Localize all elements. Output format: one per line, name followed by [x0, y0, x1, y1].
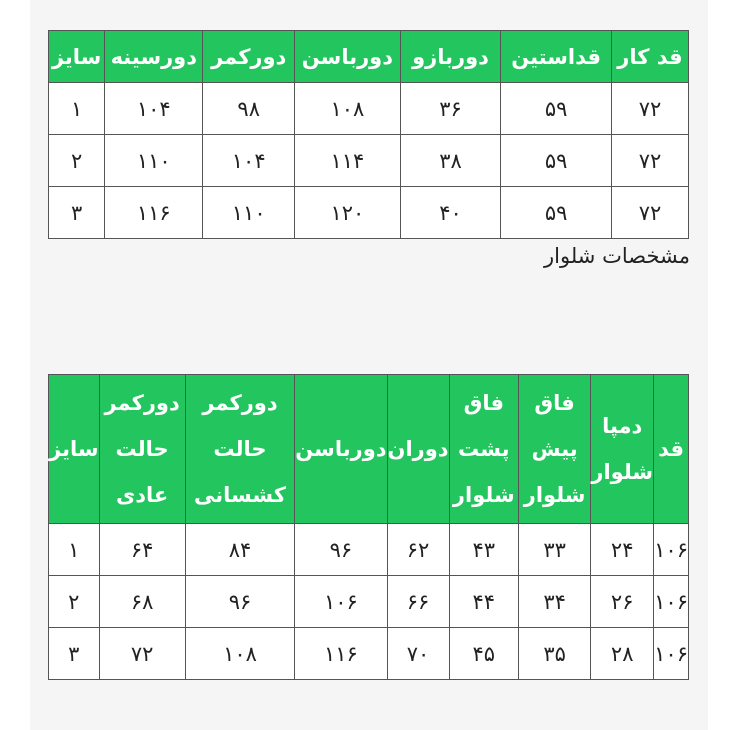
table-cell: ۱۱۰ [203, 187, 295, 239]
table-cell: ۷۰ [387, 628, 449, 680]
table-cell: ۸۴ [185, 524, 295, 576]
table-cell: ۱۰۶ [654, 628, 689, 680]
table-cell: ۷۲ [99, 628, 185, 680]
table-row [49, 524, 689, 576]
table-cell: ۴۰ [400, 187, 500, 239]
table-header-row [49, 375, 689, 524]
table-cell: ۹۶ [185, 576, 295, 628]
table-cell: ۲۸ [591, 628, 654, 680]
table-row [49, 135, 689, 187]
header-cell: قد کار [612, 31, 689, 83]
header-cell: دوران [387, 375, 449, 524]
header-cell: دمپا شلوار [591, 375, 654, 524]
table-cell: ۱۰۴ [105, 83, 203, 135]
pants-spec-caption: مشخصات شلوار [544, 244, 690, 268]
table-cell: ۳ [49, 187, 105, 239]
header-cell: دورکمر [203, 31, 295, 83]
table-cell: ۳۴ [518, 576, 590, 628]
header-cell: دورسینه [105, 31, 203, 83]
table-cell: ۵۹ [501, 135, 612, 187]
table-row [49, 628, 689, 680]
header-cell: فاق پیش شلوار [518, 375, 590, 524]
pants-size-table [48, 374, 689, 680]
table-cell: ۱۱۰ [105, 135, 203, 187]
table-cell: ۵۹ [501, 83, 612, 135]
table-cell: ۲۴ [591, 524, 654, 576]
table-cell: ۲ [49, 135, 105, 187]
table-cell: ۶۴ [99, 524, 185, 576]
table-cell: ۳۵ [518, 628, 590, 680]
header-cell: سایز [49, 31, 105, 83]
table-row [49, 187, 689, 239]
shirt-size-table [48, 30, 689, 239]
table-cell: ۱۰۴ [203, 135, 295, 187]
table-cell: ۱۰۶ [654, 524, 689, 576]
table-cell: ۴۳ [449, 524, 518, 576]
header-cell: دورکمر حالت عادی [99, 375, 185, 524]
table-cell: ۳۸ [400, 135, 500, 187]
table-cell: ۹۸ [203, 83, 295, 135]
table-cell: ۱۰۶ [295, 576, 387, 628]
table-cell: ۱۱۶ [105, 187, 203, 239]
table-cell: ۶۲ [387, 524, 449, 576]
table-cell: ۱۱۴ [294, 135, 400, 187]
header-cell: دورکمر حالت کشسانی [185, 375, 295, 524]
table-cell: ۱۲۰ [294, 187, 400, 239]
table-cell: ۱۱۶ [295, 628, 387, 680]
table-cell: ۳ [49, 628, 100, 680]
table-cell: ۲۶ [591, 576, 654, 628]
table-cell: ۶۶ [387, 576, 449, 628]
header-cell: دوربازو [400, 31, 500, 83]
table-cell: ۷۲ [612, 187, 689, 239]
table-cell: ۱۰۶ [654, 576, 689, 628]
table-cell: ۳۳ [518, 524, 590, 576]
table-cell: ۴۴ [449, 576, 518, 628]
table-header-row [49, 31, 689, 83]
table-cell: ۱۰۸ [294, 83, 400, 135]
header-cell: فاق پشت شلوار [449, 375, 518, 524]
header-cell: دورباسن [294, 31, 400, 83]
header-cell: قداستین [501, 31, 612, 83]
table-row [49, 83, 689, 135]
header-cell: قد [654, 375, 689, 524]
table-cell: ۳۶ [400, 83, 500, 135]
header-cell: سایز [49, 375, 100, 524]
table-cell: ۱ [49, 524, 100, 576]
table-cell: ۵۹ [501, 187, 612, 239]
table-cell: ۷۲ [612, 83, 689, 135]
header-cell: دورباسن [295, 375, 387, 524]
table-cell: ۲ [49, 576, 100, 628]
table-cell: ۷۲ [612, 135, 689, 187]
table-cell: ۱۰۸ [185, 628, 295, 680]
table-row [49, 576, 689, 628]
table-cell: ۴۵ [449, 628, 518, 680]
table-cell: ۶۸ [99, 576, 185, 628]
table-cell: ۹۶ [295, 524, 387, 576]
table-cell: ۱ [49, 83, 105, 135]
